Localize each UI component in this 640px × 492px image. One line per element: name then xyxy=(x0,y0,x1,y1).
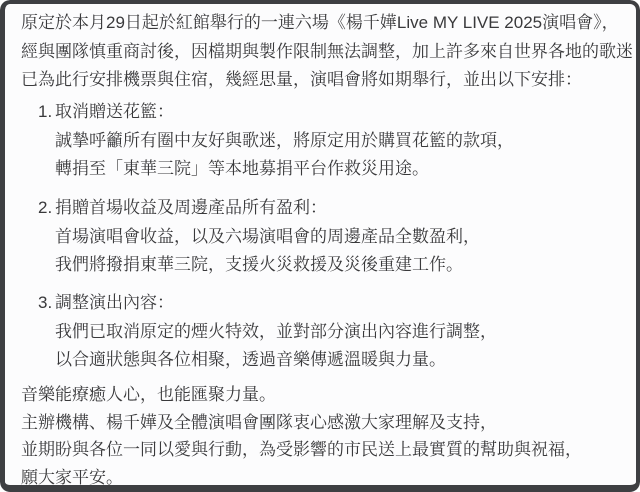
closing-paragraph xyxy=(21,381,636,491)
list-item-cancel-flower-baskets xyxy=(21,98,636,184)
item-line: 我們將撥捐東華三院，支援火災救援及災後重建工作。 xyxy=(55,255,463,274)
item-line: 以合適狀態與各位相聚，透過音樂傳遞溫暖與力量。 xyxy=(55,350,446,369)
item-number: 1. xyxy=(38,102,53,121)
item-title: 調整演出內容： xyxy=(55,293,174,312)
closing-line: 願大家平安。 xyxy=(21,467,123,487)
item-body xyxy=(55,194,480,280)
item-title: 取消贈送花籃： xyxy=(55,102,174,121)
list-item-adjust-show-content xyxy=(21,289,636,375)
closing-line: 並期盼與各位一同以愛與行動，為受影響的市民送上最實質的幫助與祝福， xyxy=(21,440,582,459)
item-title: 捐贈首場收益及周邊產品所有盈利： xyxy=(55,198,327,217)
item-number: 3. xyxy=(38,293,53,312)
list-item-donate-proceeds xyxy=(21,194,636,280)
item-number: 2. xyxy=(38,198,53,217)
intro-line: 原定於本月29日起於紅館舉行的一連六場《楊千嬅Live MY LIVE 2025演唱會》， xyxy=(21,13,619,32)
intro-line: 經與團隊慎重商討後，因檔期與製作限制無法調整，加上許多來自世界各地的歌迷 xyxy=(21,41,633,61)
item-body xyxy=(55,289,497,375)
closing-line: 主辦機構、楊千嬅及全體演唱會團隊衷心感激大家理解及支持， xyxy=(21,412,497,432)
item-line: 誠摯呼籲所有圈中友好與歌迷，將原定用於購買花籃的款項， xyxy=(55,130,514,150)
closing-line: 音樂能療癒人心，也能匯聚力量。 xyxy=(21,385,276,404)
item-line: 轉捐至「東華三院」等本地募捐平台作救災用途。 xyxy=(55,159,429,178)
item-body xyxy=(55,98,514,184)
intro-line: 已為此行安排機票與住宿，幾經思量，演唱會將如期舉行，並出以下安排： xyxy=(21,70,582,89)
item-line: 首場演唱會收益，以及六場演唱會的周邊產品全數盈利， xyxy=(55,226,480,246)
intro-paragraph xyxy=(21,9,636,95)
item-line: 我們已取消原定的煙火特效，並對部分演出內容進行調整， xyxy=(55,321,497,341)
